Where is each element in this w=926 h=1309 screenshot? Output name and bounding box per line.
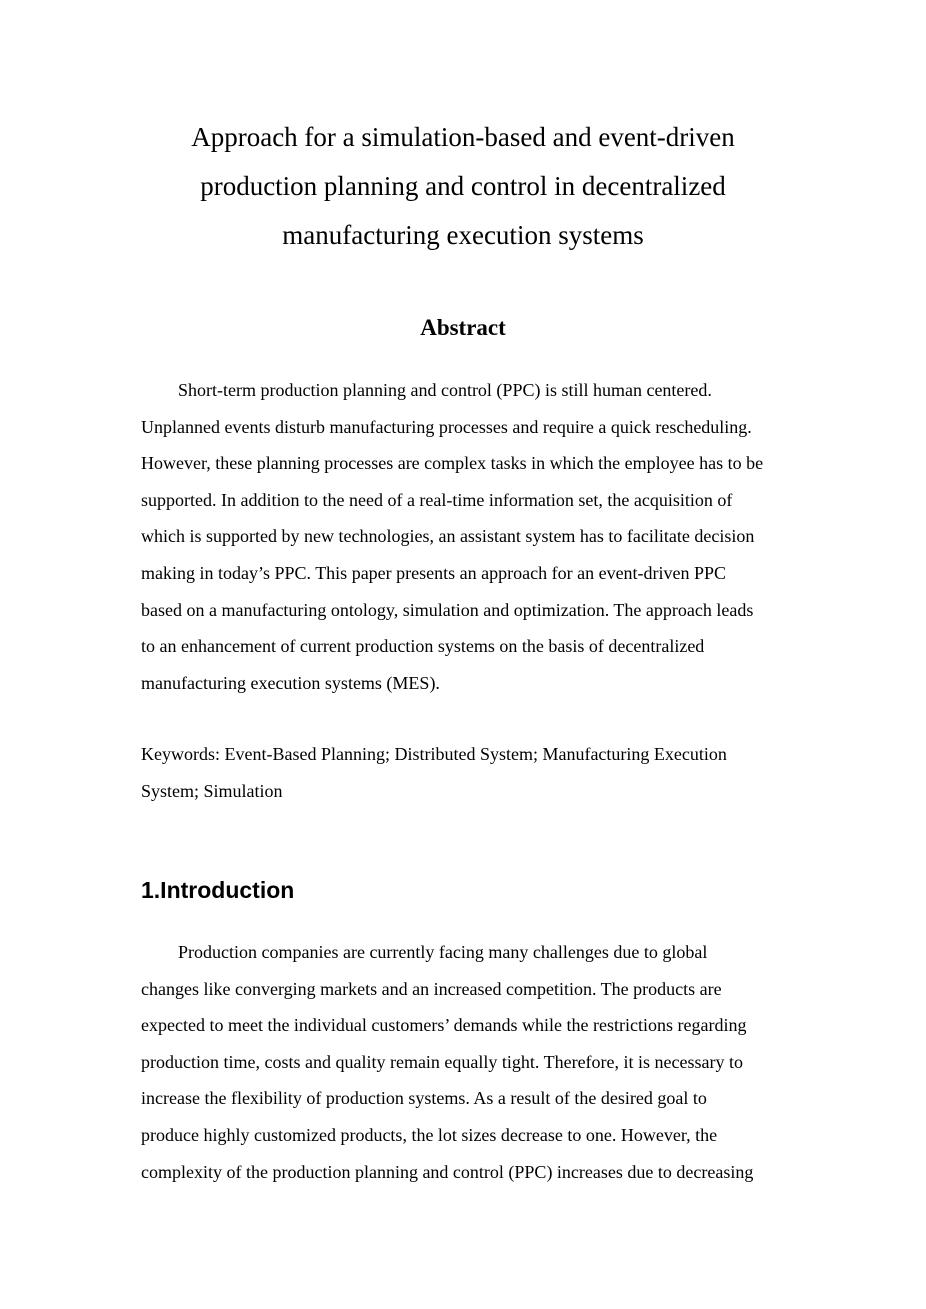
introduction-line: expected to meet the individual customers’ demands while the restrictions regarding — [141, 1015, 747, 1036]
abstract-line: Unplanned events disturb manufacturing processes and require a quick rescheduling. — [141, 416, 752, 437]
introduction-line: complexity of the production planning and control (PPC) increases due to decreasing — [141, 1161, 754, 1182]
keywords-line: System; Simulation — [141, 780, 283, 801]
abstract-line: making in today’s PPC. This paper presents an approach for an event-driven PPC — [141, 562, 727, 583]
abstract-line: Short-term production planning and control (PPC) is still human centered. — [178, 380, 712, 400]
abstract-line: supported. In addition to the need of a real-time information set, the acquisition of — [141, 489, 733, 510]
paper-title — [120, 113, 806, 260]
introduction-line: Production companies are currently facing many challenges due to global — [178, 942, 708, 962]
introduction-line: produce highly customized products, the lot sizes decrease to one. However, the — [141, 1124, 718, 1145]
abstract-line: based on a manufacturing ontology, simulation and optimization. The approach leads — [141, 599, 754, 620]
title-line: manufacturing execution systems — [282, 220, 644, 250]
keywords-paragraph — [141, 736, 801, 809]
abstract-line: which is supported by new technologies, an assistant system has to facilitate decision — [141, 526, 755, 547]
title-line: production planning and control in decentralized — [200, 171, 726, 201]
introduction-paragraph — [141, 934, 801, 1190]
abstract-line: manufacturing execution systems (MES). — [141, 672, 440, 693]
keywords-line: Keywords: Event-Based Planning; Distributed System; Manufacturing Execution — [141, 744, 727, 764]
introduction-line: increase the flexibility of production systems. As a result of the desired goal to — [141, 1088, 707, 1109]
introduction-line: production time, costs and quality remain equally tight. Therefore, it is necessary to — [141, 1051, 744, 1072]
section-heading-introduction: 1.Introduction — [141, 877, 295, 903]
abstract-line: However, these planning processes are complex tasks in which the employee has to be — [141, 453, 764, 474]
abstract-line: to an enhancement of current production systems on the basis of decentralized — [141, 636, 705, 657]
abstract-paragraph — [141, 372, 801, 701]
introduction-line: changes like converging markets and an increased competition. The products are — [141, 978, 722, 999]
title-line: Approach for a simulation-based and event-driven — [191, 122, 735, 152]
abstract-heading: Abstract — [420, 315, 506, 340]
